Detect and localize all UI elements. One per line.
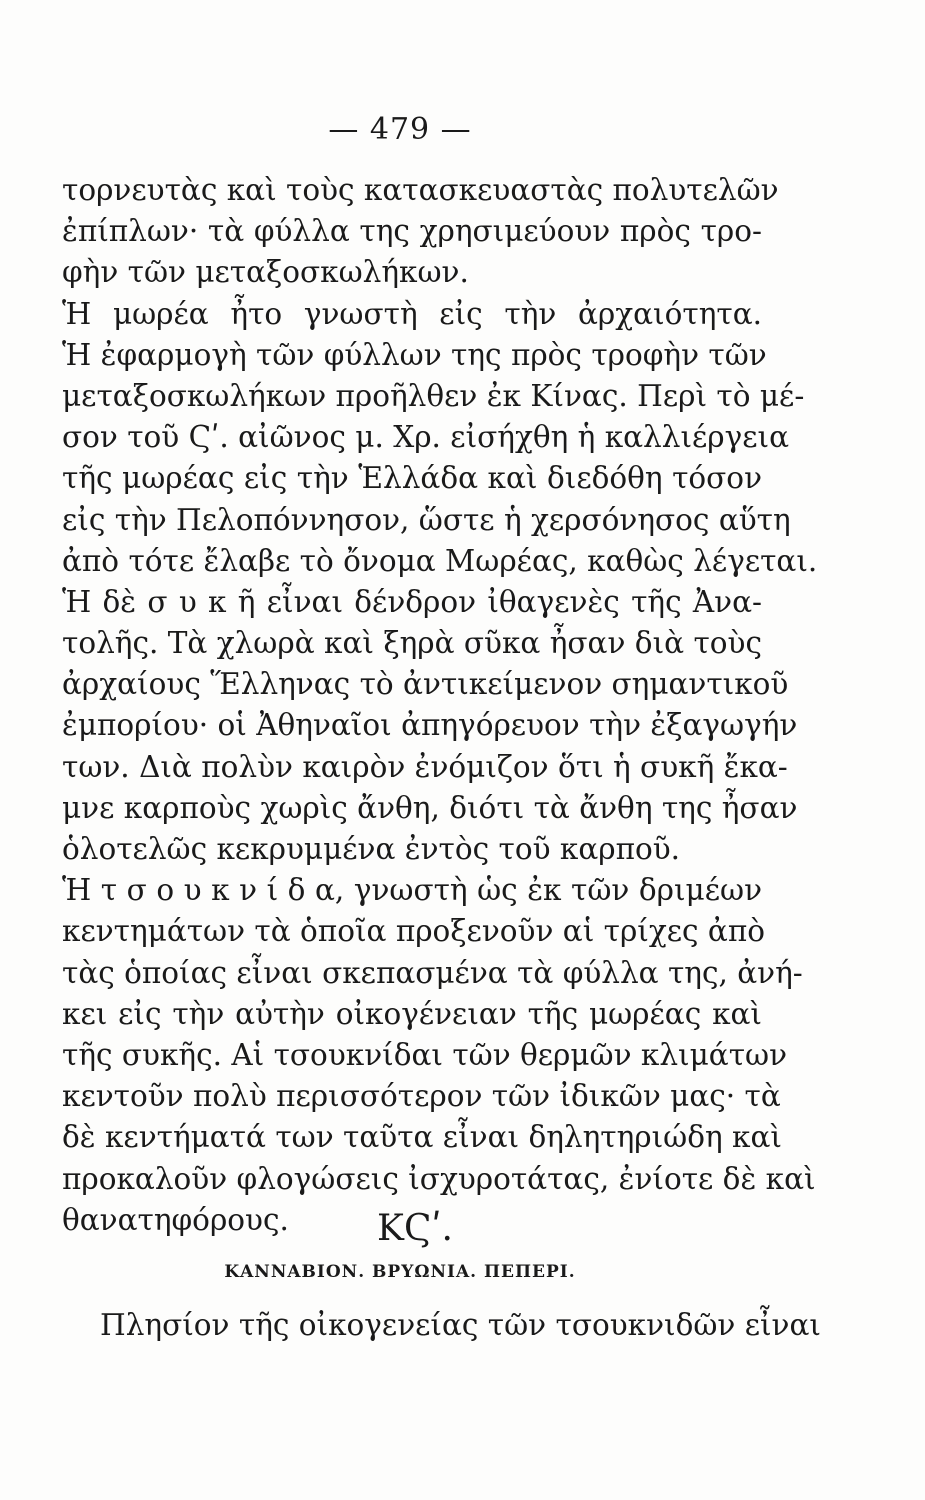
page-number: — 479 —: [328, 112, 472, 147]
text-line: ὁλοτελῶς κεκρυμμένα ἐντὸς τοῦ καρποῦ.: [62, 832, 681, 866]
text-line: κεντοῦν πολὺ περισσότερον τῶν ἰδικῶν μας· τὰ: [62, 1079, 781, 1114]
text-line: τὰς ὁποίας εἶναι σκεπασμένα τὰ φύλλα της, ἀνή-: [62, 955, 803, 990]
text-line: φὴν τῶν μεταξοσκωλήκων.: [62, 255, 469, 290]
text-line: τῆς μωρέας εἰς τὴν Ἑλλάδα καὶ διεδόθη τόσον: [62, 461, 762, 496]
text-line: τῆς συκῆς. Αἱ τσουκνίδαι τῶν θερμῶν κλιμάτων: [62, 1037, 788, 1072]
text-line: προκαλοῦν φλογώσεις ἰσχυροτάτας, ἐνίοτε δὲ καὶ: [62, 1161, 816, 1196]
text-line: εἰς τὴν Πελοπόννησον, ὥστε ἡ χερσόνησος αὕτη: [62, 502, 791, 537]
text-line: κει εἰς τὴν αὐτὴν οἰκογένειαν τῆς μωρέας καὶ: [62, 996, 762, 1031]
closing-line: Πλησίον τῆς οἰκογενείας τῶν τσουκνιδῶν εἶναι: [100, 1308, 821, 1342]
text-line: κεντημάτων τὰ ὁποῖα προξενοῦν αἱ τρίχες ἀπὸ: [62, 914, 766, 949]
text-line: ἀπὸ τότε ἔλαβε τὸ ὄνομα Μωρέας, καθὼς λέγεται.: [62, 543, 818, 578]
text-line: Ἡ μωρέα ἦτο γνωστὴ εἰς τὴν ἀρχαιότητα.: [62, 296, 762, 331]
text-line: τολῆς. Τὰ χλωρὰ καὶ ξηρὰ σῦκα ἦσαν διὰ τοὺς: [62, 626, 762, 661]
text-line: μνε καρποὺς χωρὶς ἄνθη, διότι τὰ ἄνθη της ἦσαν: [62, 790, 798, 825]
body-text: [62, 170, 818, 1241]
text-line: Ἡ τ σ ο υ κ ν ί δ α, γνωστὴ ὡς ἐκ τῶν δριμέων: [62, 873, 762, 908]
text-line: δὲ κεντήματά των ταῦτα εἶναι δηλητηριώδη καὶ: [62, 1120, 782, 1155]
text-line: θανατηφόρους.: [62, 1202, 289, 1237]
text-line: ἐπίπλων· τὰ φύλλα της χρησιμεύουν πρὸς τρο-: [62, 214, 762, 249]
text-line: Ἡ δὲ σ υ κ ῆ εἶναι δένδρον ἰθαγενὲς τῆς Ἀνα-: [62, 584, 762, 619]
text-line: ἐμπορίου· οἱ Ἀθηναῖοι ἀπηγόρευον τὴν ἐξαγωγήν: [62, 708, 798, 743]
text-line: μεταξοσκωλήκων προῆλθεν ἐκ Κίνας. Περὶ τὸ μέ-: [62, 378, 805, 413]
text-line: τορνευτὰς καὶ τοὺς κατασκευαστὰς πολυτελῶν: [62, 173, 779, 207]
text-line: σον τοῦ Ϛʹ. αἰῶνος μ. Χρ. εἰσήχθη ἡ καλλιέργεια: [62, 420, 790, 455]
section-number: ΚϚʹ.: [377, 1208, 453, 1249]
text-line: Ἡ ἐφαρμογὴ τῶν φύλλων της πρὸς τροφὴν τῶν: [62, 337, 767, 372]
text-line: ἀρχαίους Ἕλληνας τὸ ἀντικείμενον σημαντικοῦ: [62, 667, 789, 702]
section-title: ΚΑΝΝΑΒΙΟΝ. ΒΡΥΩΝΙΑ. ΠΕΠΕΡΙ.: [224, 1262, 576, 1282]
text-line: των. Διὰ πολὺν καιρὸν ἐνόμιζον ὅτι ἡ συκῆ ἔκα-: [62, 749, 788, 784]
